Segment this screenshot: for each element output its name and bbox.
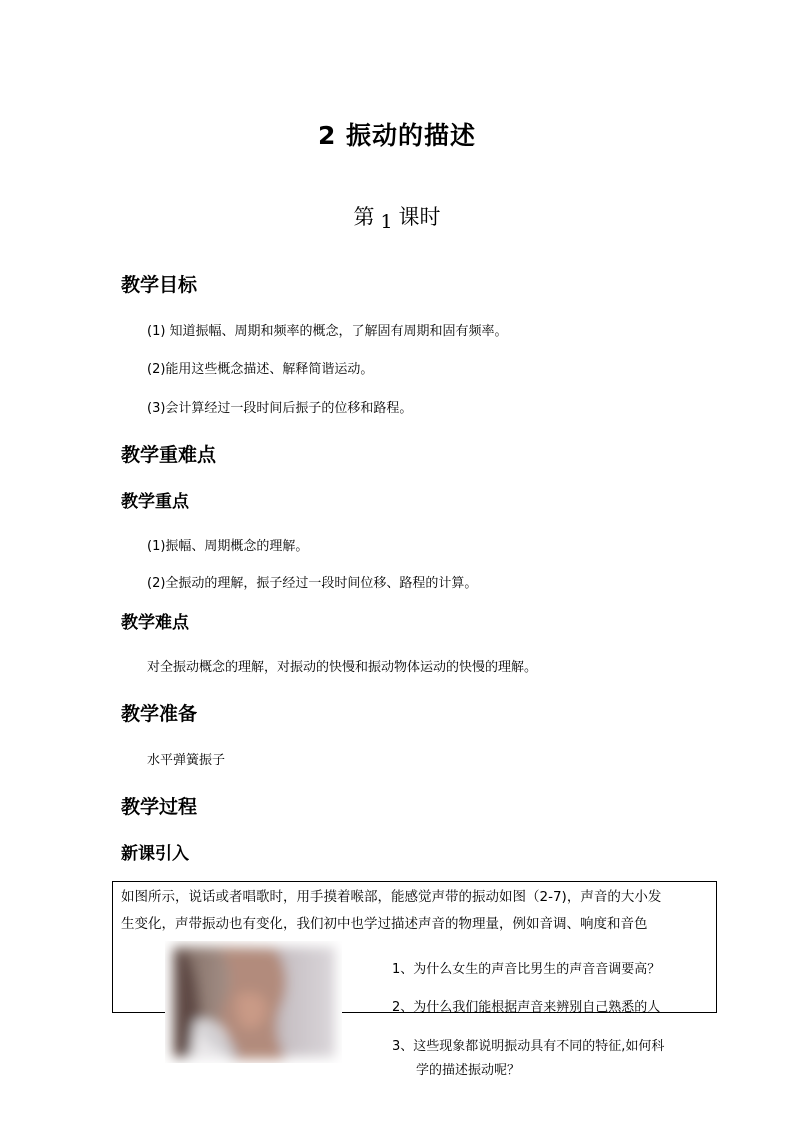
- page-title: 2 振动的描述: [317, 121, 477, 150]
- intro-heading: 新课引入: [121, 844, 189, 864]
- key-difficult-heading: 教学重难点: [121, 444, 217, 466]
- lesson-suffix: 课时: [398, 205, 441, 229]
- difficult-point-text: 对全振动概念的理解，对振动的快慢和振动物体运动的快慢的理解。: [147, 660, 538, 675]
- key-points-heading: 教学重点: [121, 492, 189, 512]
- objective-item: (1) 知道振幅、周期和频率的概念，了解固有周期和固有频率。: [147, 324, 508, 339]
- lesson-label: [0, 201, 794, 231]
- key-point-item: (2)全振动的理解，振子经过一段时间位移、路程的计算。: [147, 576, 478, 591]
- process-heading: 教学过程: [121, 796, 198, 818]
- question-item: 2、为什么我们能根据声音来辨别自己熟悉的人: [392, 1000, 661, 1015]
- key-point-item: (1)振幅、周期概念的理解。: [147, 539, 309, 554]
- preparation-text: 水平弹簧振子: [147, 753, 226, 768]
- lesson-number: 1: [380, 211, 393, 233]
- objective-item: (3)会计算经过一段时间后振子的位移和路程。: [147, 401, 413, 416]
- lesson-prefix: 第: [353, 205, 375, 229]
- preparation-heading: 教学准备: [121, 703, 198, 725]
- throat-photo: [165, 941, 342, 1063]
- intro-text-line: 如图所示，说话或者唱歌时，用手摸着喉部，能感觉声带的振动如图（2-7)，声音的大小发: [121, 889, 662, 905]
- intro-text-line: 生变化，声带振动也有变化，我们初中也学过描述声音的物理量，例如音调、响度和音色: [121, 916, 648, 932]
- difficult-points-heading: 教学难点: [121, 613, 189, 633]
- question-item: 1、为什么女生的声音比男生的声音音调要高？: [392, 962, 661, 977]
- question-item: 3、这些现象都说明振动具有不同的特征,如何科: [392, 1039, 665, 1054]
- objectives-heading: 教学目标: [121, 274, 198, 296]
- question-item: 学的描述振动呢？: [416, 1063, 521, 1078]
- objective-item: (2)能用这些概念描述、解释简谐运动。: [147, 362, 374, 377]
